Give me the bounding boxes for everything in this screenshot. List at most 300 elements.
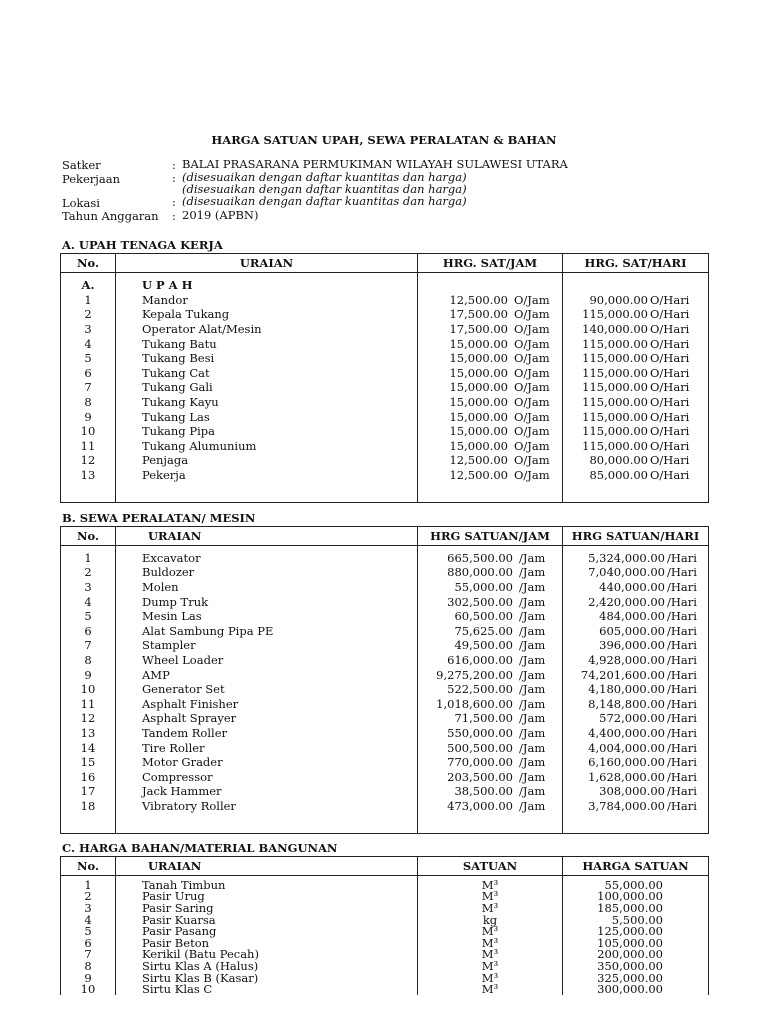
row-no: 2 [61, 565, 116, 580]
row-jam-value: 15,000.00 [449, 394, 508, 409]
row-hari-value: 115,000.00 [582, 409, 648, 424]
col-header-no: No. [61, 527, 116, 546]
row-jam-cell [418, 351, 563, 366]
row-hari-cell [563, 580, 709, 595]
row-hari-unit: /Hari [667, 755, 697, 770]
row-name: Stampler [116, 638, 418, 653]
row-jam-unit: /Jam [519, 550, 546, 565]
row-hari-value: 7,040,000.00 [588, 565, 665, 580]
row-name: Pasir Urug [116, 891, 418, 903]
row-hari-value: 115,000.00 [582, 424, 648, 439]
row-no: 4 [61, 914, 116, 926]
table-row [61, 667, 709, 682]
row-no: 10 [61, 424, 116, 439]
row-hari-value: 4,004,000.00 [588, 740, 665, 755]
table-row [61, 307, 709, 322]
row-name: Asphalt Finisher [116, 696, 418, 711]
row-jam-unit: O/Jam [514, 365, 550, 380]
row-hari-unit: O/Hari [650, 365, 690, 380]
row-hari-value: 4,180,000.00 [588, 682, 665, 697]
row-hari-unit: /Hari [667, 682, 697, 697]
row-price: 350,000.00 [563, 961, 709, 973]
row-unit: kg [418, 914, 563, 926]
row-jam-value: 15,000.00 [449, 336, 508, 351]
row-name: Sirtu Klas C [116, 984, 418, 996]
row-name: AMP [116, 667, 418, 682]
row-jam-value: 12,500.00 [449, 453, 508, 468]
row-hari-unit: /Hari [667, 652, 697, 667]
row-no: 5 [61, 351, 116, 366]
row-no: 6 [61, 623, 116, 638]
row-hari-unit: /Hari [667, 579, 697, 594]
row-price: 125,000.00 [563, 926, 709, 938]
row-price: 55,000.00 [563, 880, 709, 892]
row-jam-unit: /Jam [519, 565, 546, 580]
row-hari-unit: /Hari [667, 725, 697, 740]
row-hari-cell [563, 322, 709, 337]
row-jam-unit: O/Jam [514, 394, 550, 409]
row-jam-cell [418, 609, 563, 624]
row-hari-unit: O/Hari [650, 380, 690, 395]
row-name: Tandem Roller [116, 726, 418, 741]
row-hari-unit: /Hari [667, 667, 697, 682]
row-name: Generator Set [116, 682, 418, 697]
table-row [61, 293, 709, 308]
row-jam-unit: /Jam [519, 623, 546, 638]
table-row [61, 565, 709, 580]
row-jam-value: 55,000.00 [454, 579, 513, 594]
row-hari-cell [563, 438, 709, 453]
row-no: 5 [61, 609, 116, 624]
row-name: Tukang Alumunium [116, 438, 418, 453]
row-jam-cell [418, 336, 563, 351]
row-name: Pasir Saring [116, 903, 418, 915]
row-unit: M³ [418, 891, 563, 903]
row-price: 100,000.00 [563, 891, 709, 903]
row-hari-value: 115,000.00 [582, 307, 648, 322]
row-jam-value: 473,000.00 [447, 798, 513, 813]
row-jam-unit: O/Jam [514, 453, 550, 468]
row-hari-cell [563, 468, 709, 483]
row-no: 7 [61, 380, 116, 395]
row-jam-value: 550,000.00 [447, 725, 513, 740]
row-hari-value: 3,784,000.00 [588, 798, 665, 813]
col-header-no: No. [61, 857, 116, 876]
section-b-title: B. SEWA PERALATAN/ MESIN [62, 511, 256, 525]
table-row [61, 409, 709, 424]
row-jam-value: 71,500.00 [454, 711, 513, 726]
row-hari-unit: O/Hari [650, 336, 690, 351]
row-hari-value: 484,000.00 [599, 609, 665, 624]
row-name: Tukang Las [116, 409, 418, 424]
row-hari-cell [563, 453, 709, 468]
table-row [61, 740, 709, 755]
row-hari-cell [563, 726, 709, 741]
row-jam-cell [418, 769, 563, 784]
row-name: Mandor [116, 293, 418, 308]
row-hari-value: 90,000.00 [589, 292, 648, 307]
group-label: U P A H [116, 278, 418, 293]
row-no: 8 [61, 961, 116, 973]
row-jam-cell [418, 755, 563, 770]
row-no: 14 [61, 740, 116, 755]
row-hari-unit: O/Hari [650, 292, 690, 307]
row-hari-unit: O/Hari [650, 351, 690, 366]
table-row [61, 380, 709, 395]
row-jam-unit: /Jam [519, 740, 546, 755]
table-row [61, 784, 709, 799]
row-jam-value: 9,275,200.00 [436, 667, 513, 682]
row-hari-value: 115,000.00 [582, 394, 648, 409]
row-hari-cell [563, 307, 709, 322]
row-hari-unit: /Hari [667, 798, 697, 813]
row-hari-value: 115,000.00 [582, 438, 648, 453]
row-no: 9 [61, 409, 116, 424]
row-jam-unit: O/Jam [514, 380, 550, 395]
row-jam-unit: O/Jam [514, 409, 550, 424]
row-jam-unit: /Jam [519, 725, 546, 740]
material-table [60, 856, 709, 995]
row-jam-unit: /Jam [519, 711, 546, 726]
row-no: 1 [61, 293, 116, 308]
equipment-table [60, 526, 709, 834]
row-hari-cell [563, 784, 709, 799]
row-hari-value: 605,000.00 [599, 623, 665, 638]
row-jam-unit: /Jam [519, 638, 546, 653]
table-row [61, 769, 709, 784]
row-name: Sirtu Klas B (Kasar) [116, 972, 418, 984]
row-jam-cell [418, 468, 563, 483]
row-jam-cell [418, 667, 563, 682]
row-no: 5 [61, 926, 116, 938]
row-hari-cell [563, 667, 709, 682]
row-no: 3 [61, 580, 116, 595]
row-no: 4 [61, 594, 116, 609]
row-no: 15 [61, 755, 116, 770]
row-name: Alat Sambung Pipa PE [116, 623, 418, 638]
row-hari-value: 308,000.00 [599, 784, 665, 799]
row-name: Tukang Pipa [116, 424, 418, 439]
table-row [61, 322, 709, 337]
row-no: 18 [61, 799, 116, 814]
row-hari-value: 74,201,600.00 [580, 667, 665, 682]
row-unit: M³ [418, 984, 563, 996]
row-jam-cell [418, 453, 563, 468]
row-jam-value: 12,500.00 [449, 467, 508, 482]
row-name: Compressor [116, 769, 418, 784]
table-row [61, 438, 709, 453]
row-name: Sirtu Klas A (Halus) [116, 961, 418, 973]
table-row [61, 755, 709, 770]
row-hari-cell [563, 638, 709, 653]
row-no: 1 [61, 551, 116, 566]
header-colon: : [172, 171, 176, 185]
row-hari-value: 1,628,000.00 [588, 769, 665, 784]
row-name: Tire Roller [116, 740, 418, 755]
row-name: Tukang Kayu [116, 395, 418, 410]
row-no: 10 [61, 984, 116, 996]
row-jam-unit: /Jam [519, 594, 546, 609]
row-name: Motor Grader [116, 755, 418, 770]
header-colon: : [172, 158, 176, 172]
table-row [61, 395, 709, 410]
row-jam-unit: O/Jam [514, 424, 550, 439]
row-jam-value: 15,000.00 [449, 380, 508, 395]
row-price: 325,000.00 [563, 972, 709, 984]
row-hari-unit: /Hari [667, 638, 697, 653]
row-price: 185,000.00 [563, 903, 709, 915]
row-hari-cell [563, 551, 709, 566]
table-row [61, 726, 709, 741]
row-jam-cell [418, 438, 563, 453]
row-jam-cell [418, 424, 563, 439]
row-hari-unit: O/Hari [650, 394, 690, 409]
row-no: 10 [61, 682, 116, 697]
section-a-title: A. UPAH TENAGA KERJA [62, 238, 223, 252]
row-no: 4 [61, 336, 116, 351]
row-jam-value: 665,500.00 [447, 550, 513, 565]
row-no: 11 [61, 438, 116, 453]
table-row [61, 984, 709, 996]
row-jam-unit: /Jam [519, 769, 546, 784]
header-value: 2019 (APBN) [182, 208, 259, 222]
row-name: Pasir Beton [116, 937, 418, 949]
row-jam-unit: /Jam [519, 798, 546, 813]
table-row [61, 609, 709, 624]
header-value: (disesuaikan dengan daftar kuantitas dan harga) [182, 170, 467, 184]
row-hari-unit: /Hari [667, 609, 697, 624]
row-hari-cell [563, 351, 709, 366]
row-jam-cell [418, 594, 563, 609]
row-unit: M³ [418, 937, 563, 949]
row-name: Kerikil (Batu Pecah) [116, 949, 418, 961]
row-hari-value: 5,324,000.00 [588, 550, 665, 565]
row-no: 7 [61, 638, 116, 653]
row-hari-cell [563, 565, 709, 580]
row-unit: M³ [418, 926, 563, 938]
row-hari-value: 80,000.00 [589, 453, 648, 468]
row-no: 2 [61, 307, 116, 322]
table-row [61, 468, 709, 483]
row-jam-unit: /Jam [519, 652, 546, 667]
row-no: 13 [61, 468, 116, 483]
row-no: 3 [61, 322, 116, 337]
row-jam-value: 770,000.00 [447, 755, 513, 770]
header-value: BALAI PRASARANA PERMUKIMAN WILAYAH SULAWESI UTARA [182, 157, 568, 171]
table-row [61, 638, 709, 653]
row-jam-cell [418, 682, 563, 697]
row-no: 13 [61, 726, 116, 741]
row-no: 12 [61, 453, 116, 468]
row-hari-cell [563, 409, 709, 424]
table-row [61, 580, 709, 595]
row-hari-cell [563, 365, 709, 380]
row-hari-value: 4,400,000.00 [588, 725, 665, 740]
row-jam-value: 302,500.00 [447, 594, 513, 609]
row-jam-value: 17,500.00 [449, 307, 508, 322]
row-jam-cell [418, 638, 563, 653]
row-hari-value: 115,000.00 [582, 380, 648, 395]
row-hari-value: 4,928,000.00 [588, 652, 665, 667]
page-title: HARGA SATUAN UPAH, SEWA PERALATAN & BAHAN [211, 133, 557, 147]
header-value: (disesuaikan dengan daftar kuantitas dan harga) [182, 194, 467, 208]
row-hari-unit: /Hari [667, 594, 697, 609]
row-name: Jack Hammer [116, 784, 418, 799]
row-jam-cell [418, 711, 563, 726]
section-c-title: C. HARGA BAHAN/MATERIAL BANGUNAN [62, 841, 338, 855]
row-hari-cell [563, 740, 709, 755]
col-header-hari: HRG SATUAN/HARI [563, 527, 709, 546]
row-jam-value: 15,000.00 [449, 351, 508, 366]
header-colon: : [172, 195, 176, 209]
row-unit: M³ [418, 961, 563, 973]
row-hari-value: 396,000.00 [599, 638, 665, 653]
row-hari-cell [563, 594, 709, 609]
row-name: Asphalt Sprayer [116, 711, 418, 726]
row-unit: M³ [418, 903, 563, 915]
col-header-jam: HRG SATUAN/JAM [418, 527, 563, 546]
row-hari-value: 2,420,000.00 [588, 594, 665, 609]
row-no: 17 [61, 784, 116, 799]
row-jam-cell [418, 726, 563, 741]
row-hari-unit: /Hari [667, 623, 697, 638]
row-hari-cell [563, 623, 709, 638]
row-hari-unit: O/Hari [650, 321, 690, 336]
col-header-hari: HRG. SAT/HARI [563, 254, 709, 273]
row-no: 8 [61, 653, 116, 668]
row-name: Tanah Timbun [116, 880, 418, 892]
row-hari-value: 8,148,800.00 [588, 696, 665, 711]
table-row [61, 453, 709, 468]
row-jam-value: 880,000.00 [447, 565, 513, 580]
row-jam-value: 1,018,600.00 [436, 696, 513, 711]
row-hari-cell [563, 609, 709, 624]
row-name: Pekerja [116, 468, 418, 483]
row-jam-unit: O/Jam [514, 351, 550, 366]
row-hari-value: 572,000.00 [599, 711, 665, 726]
row-jam-value: 203,500.00 [447, 769, 513, 784]
table-row [61, 653, 709, 668]
row-name: Molen [116, 580, 418, 595]
row-hari-cell [563, 755, 709, 770]
row-jam-value: 15,000.00 [449, 409, 508, 424]
row-no: 8 [61, 395, 116, 410]
row-hari-value: 115,000.00 [582, 336, 648, 351]
row-jam-cell [418, 580, 563, 595]
row-name: Kepala Tukang [116, 307, 418, 322]
row-jam-unit: O/Jam [514, 467, 550, 482]
row-jam-cell [418, 322, 563, 337]
row-jam-cell [418, 799, 563, 814]
row-name: Tukang Batu [116, 336, 418, 351]
row-hari-cell [563, 336, 709, 351]
row-hari-unit: /Hari [667, 740, 697, 755]
row-name: Tukang Cat [116, 365, 418, 380]
row-hari-unit: /Hari [667, 550, 697, 565]
row-name: Tukang Gali [116, 380, 418, 395]
row-jam-unit: /Jam [519, 682, 546, 697]
row-no: 9 [61, 972, 116, 984]
row-jam-value: 15,000.00 [449, 438, 508, 453]
row-no: 7 [61, 949, 116, 961]
row-jam-cell [418, 409, 563, 424]
row-name: Buldozer [116, 565, 418, 580]
row-hari-unit: /Hari [667, 565, 697, 580]
row-unit: M³ [418, 949, 563, 961]
row-jam-value: 49,500.00 [454, 638, 513, 653]
row-jam-cell [418, 784, 563, 799]
header-label: Pekerjaan [62, 172, 120, 186]
row-jam-unit: /Jam [519, 696, 546, 711]
group-row [61, 278, 709, 293]
header-label: Satker [62, 158, 101, 172]
table-row [61, 623, 709, 638]
row-hari-unit: /Hari [667, 711, 697, 726]
row-hari-unit: /Hari [667, 784, 697, 799]
row-hari-cell [563, 682, 709, 697]
row-no: 6 [61, 365, 116, 380]
col-header-uraian: URAIAN [116, 254, 418, 273]
row-name: Pasir Kuarsa [116, 914, 418, 926]
row-hari-cell [563, 293, 709, 308]
row-jam-unit: /Jam [519, 667, 546, 682]
row-jam-cell [418, 623, 563, 638]
header-label: Tahun Anggaran [62, 209, 159, 223]
row-hari-cell [563, 395, 709, 410]
row-name: Pasir Pasang [116, 926, 418, 938]
table-row [61, 799, 709, 814]
row-jam-value: 38,500.00 [454, 784, 513, 799]
table-row [61, 711, 709, 726]
row-no: 11 [61, 696, 116, 711]
row-hari-value: 115,000.00 [582, 351, 648, 366]
row-hari-unit: /Hari [667, 769, 697, 784]
row-price: 300,000.00 [563, 984, 709, 996]
row-hari-value: 6,160,000.00 [588, 755, 665, 770]
row-hari-value: 85,000.00 [589, 467, 648, 482]
row-jam-cell [418, 565, 563, 580]
row-name: Operator Alat/Mesin [116, 322, 418, 337]
row-hari-cell [563, 424, 709, 439]
row-name: Penjaga [116, 453, 418, 468]
col-header-satuan: SATUAN [418, 857, 563, 876]
row-name: Mesin Las [116, 609, 418, 624]
row-hari-cell [563, 380, 709, 395]
row-jam-cell [418, 365, 563, 380]
row-name: Dump Truk [116, 594, 418, 609]
row-jam-value: 15,000.00 [449, 424, 508, 439]
row-jam-unit: /Jam [519, 609, 546, 624]
row-jam-value: 17,500.00 [449, 321, 508, 336]
table-row [61, 336, 709, 351]
row-hari-value: 140,000.00 [582, 321, 648, 336]
row-no: 6 [61, 937, 116, 949]
row-hari-unit: O/Hari [650, 438, 690, 453]
row-jam-unit: O/Jam [514, 292, 550, 307]
row-jam-cell [418, 653, 563, 668]
group-no: A. [61, 278, 116, 293]
col-header-no: No. [61, 254, 116, 273]
col-header-jam: HRG. SAT/JAM [418, 254, 563, 273]
row-hari-unit: /Hari [667, 696, 697, 711]
row-jam-unit: /Jam [519, 784, 546, 799]
col-header-uraian: URAIAN [116, 857, 418, 876]
row-jam-unit: /Jam [519, 579, 546, 594]
row-hari-cell [563, 799, 709, 814]
row-jam-value: 60,500.00 [454, 609, 513, 624]
header-colon: : [172, 209, 176, 223]
row-jam-value: 500,500.00 [447, 740, 513, 755]
